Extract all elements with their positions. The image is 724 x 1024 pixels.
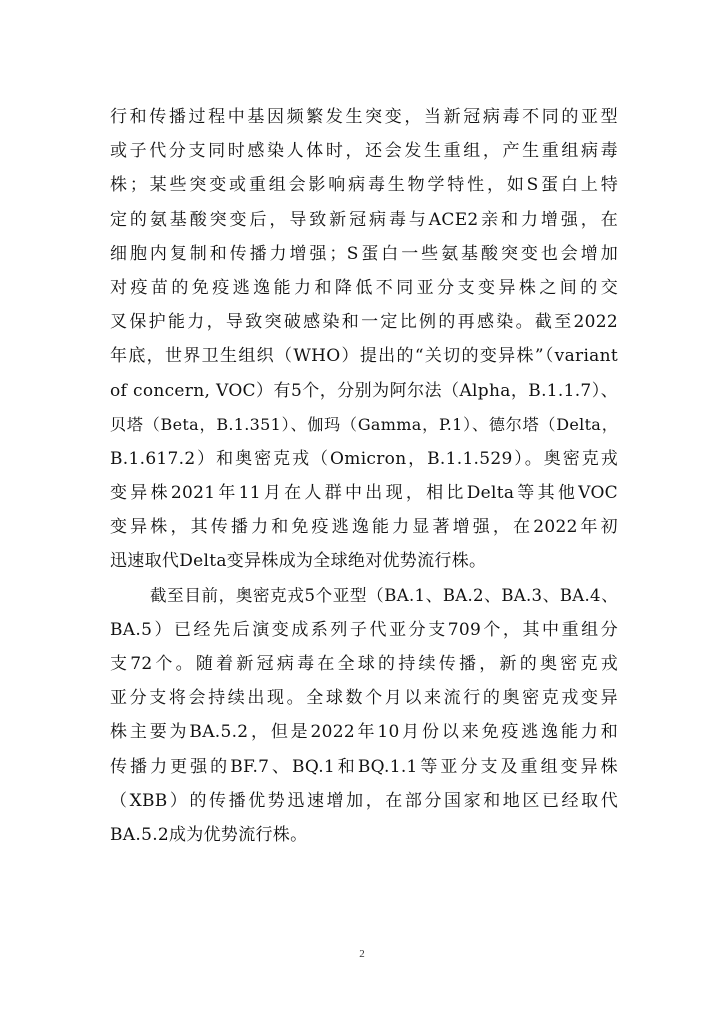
- page-number: 2: [359, 948, 365, 960]
- text-line: BA.5）已经先后演变成系列子代亚分支709个，其中重组分: [110, 619, 618, 640]
- text-line: 行和传播过程中基因频繁发生突变，当新冠病毒不同的亚型: [110, 107, 618, 127]
- text-line: （XBB）的传播优势迅速增加，在部分国家和地区已经取代: [110, 790, 618, 811]
- text-line: 定的氨基酸突变后，导致新冠病毒与ACE2亲和力增强，在: [110, 209, 618, 230]
- text-line: 细胞内复制和传播力增强；S蛋白一些氨基酸突变也会增加: [110, 243, 618, 264]
- text-line: 变异株2021年11月在人群中出现，相比Delta等其他VOC: [110, 483, 618, 504]
- text-line: of concern, VOC）有5个，分别为阿尔法（Alpha，B.1.1.7）、: [110, 380, 618, 401]
- text-line: 支72个。随着新冠病毒在全球的持续传播，新的奥密克戎: [110, 654, 618, 674]
- text-line: 贝塔（Beta，B.1.351）、伽玛（Gamma，P.1）、德尔塔（Delta，: [110, 414, 618, 434]
- text-line: 截至目前，奥密克戎5个亚型（BA.1、BA.2、BA.3、BA.4、: [150, 585, 618, 605]
- text-line: 株主要为BA.5.2，但是2022年10月份以来免疫逃逸能力和: [110, 722, 618, 743]
- text-line: 叉保护能力，导致突破感染和一定比例的再感染。截至2022: [110, 312, 618, 333]
- text-line: 变异株，其传播力和免疫逃逸能力显著增强，在2022年初: [110, 517, 618, 538]
- text-line: 或子代分支同时感染人体时，还会发生重组，产生重组病毒: [110, 141, 618, 162]
- text-line: 亚分支将会持续出现。全球数个月以来流行的奥密克戎变异: [110, 688, 618, 709]
- text-line: 对疫苗的免疫逃逸能力和降低不同亚分支变异株之间的交: [110, 277, 618, 298]
- text-line: 株；某些突变或重组会影响病毒生物学特性，如S蛋白上特: [110, 175, 618, 196]
- body-text: [110, 100, 618, 852]
- text-line: BA.5.2成为优势流行株。: [110, 824, 308, 845]
- text-line: 年底，世界卫生组织（WHO）提出的“关切的变异株”（variant: [110, 346, 618, 367]
- text-line: B.1.617.2）和奥密克戎（Omicron，B.1.1.529）。奥密克戎: [110, 448, 618, 469]
- text-line: 传播力更强的BF.7、BQ.1和BQ.1.1等亚分支及重组变异株: [110, 756, 618, 777]
- text-line: 迅速取代Delta变异株成为全球绝对优势流行株。: [110, 551, 487, 572]
